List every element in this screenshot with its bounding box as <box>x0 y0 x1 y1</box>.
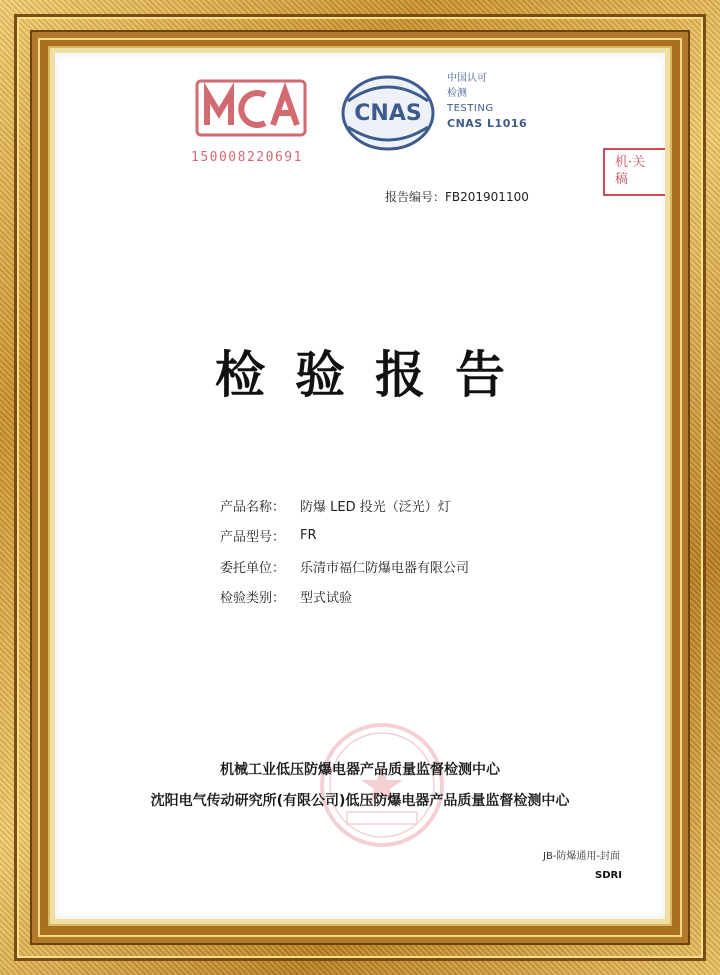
field-label: 产品型号： <box>220 530 286 546</box>
side-stamp <box>603 148 665 196</box>
field-value: 乐清市福仁防爆电器有限公司 <box>300 560 470 576</box>
institute-mark: SDRI <box>595 870 622 881</box>
side-stamp-line1: 机·关 <box>615 155 646 170</box>
field-row-inspection-type <box>220 582 469 613</box>
organization-line-2: 沈阳电气传动研究所(有限公司)低压防爆电器产品质量监督检测中心 <box>150 793 570 809</box>
field-label: 检验类别： <box>220 591 286 607</box>
report-title: 检验报告 <box>215 346 535 404</box>
report-number: 报告编号：FB201901100 <box>385 190 529 204</box>
field-value: 型式试验 <box>300 591 353 607</box>
field-label: 产品名称： <box>220 499 286 515</box>
certificate-page <box>55 53 665 919</box>
cma-code: 150008220691 <box>191 150 303 165</box>
field-row-product-name <box>220 490 469 521</box>
cnas-line2: 检测 <box>447 88 467 99</box>
cnas-logo-icon <box>340 73 436 151</box>
cnas-line4: CNAS L1016 <box>447 117 528 130</box>
cnas-caption <box>447 71 527 131</box>
product-info <box>220 490 469 612</box>
field-label: 委托单位： <box>220 560 286 576</box>
form-code: JB-防爆通用-封面 <box>543 851 621 862</box>
field-value: 防爆 LED 投光（泛光）灯 <box>300 499 451 515</box>
field-row-product-model <box>220 521 469 552</box>
inspection-seal-icon <box>317 720 447 850</box>
side-stamp-line2: 稿 <box>615 172 629 187</box>
organization-line-1: 机械工业低压防爆电器产品质量监督检测中心 <box>220 762 500 778</box>
field-value: FR <box>300 528 317 544</box>
cnas-line3: TESTING <box>447 103 494 114</box>
svg-text:CNAS: CNAS <box>354 101 422 126</box>
cnas-line1: 中国认可 <box>447 73 487 84</box>
cma-logo-icon <box>195 79 307 137</box>
field-row-client <box>220 551 469 582</box>
